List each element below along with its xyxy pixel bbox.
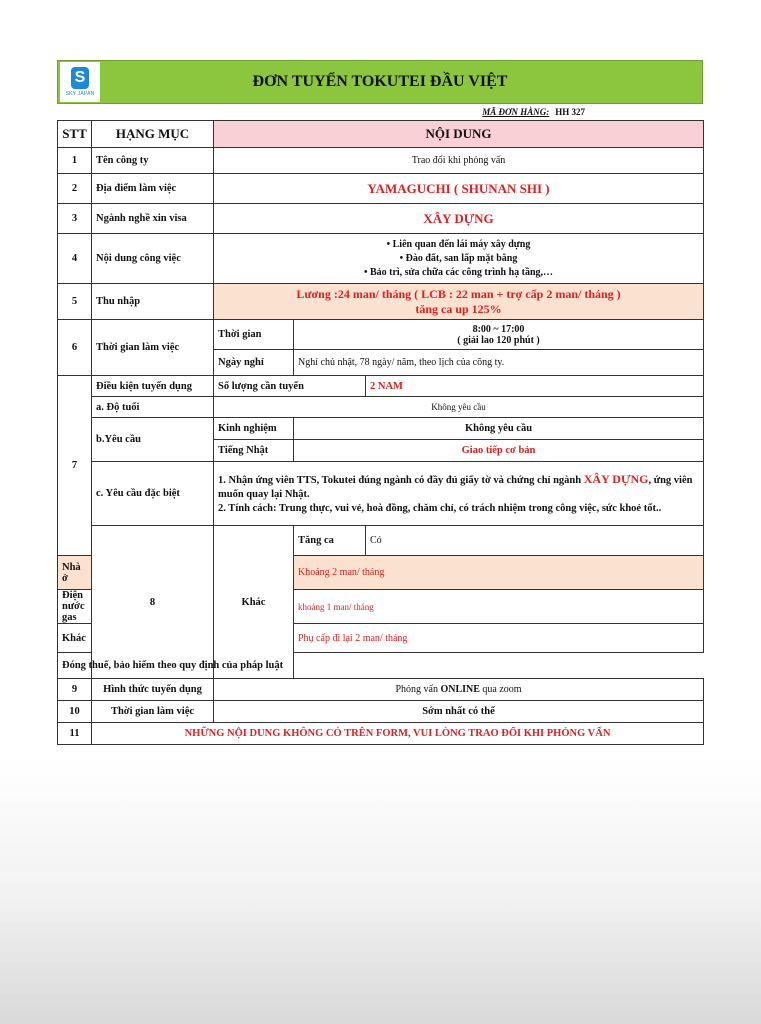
special-text: , ứng viên muốn quay lại Nhật. (218, 474, 693, 500)
sub-label-overtime: Tăng ca (294, 526, 366, 556)
form-title: ĐƠN TUYỂN TOKUTEI ĐẦU VIỆT (252, 73, 508, 90)
row-number: 11 (58, 723, 92, 745)
row-label-income: Thu nhập (92, 284, 214, 320)
table-row (58, 148, 704, 174)
row-label-job-content: Nội dung công việc (92, 234, 214, 284)
row-value-company: Trao đổi khi phỏng vấn (214, 148, 704, 174)
sub-label-experience: Kinh nghiệm (214, 418, 294, 440)
form-header (57, 60, 703, 104)
sub-value-quantity: 2 NAM (366, 376, 704, 397)
sub-label-other: Khác (58, 624, 92, 653)
table-row (58, 418, 704, 440)
row-label-other: Khác (214, 526, 294, 679)
sub-label-time: Thời gian (214, 320, 294, 350)
job-bullet: • Liên quan đến lái máy xây dựng (386, 238, 531, 250)
table-row (58, 723, 704, 745)
row-label-requirements: b.Yêu cầu (92, 418, 214, 462)
sub-label-housing: Nhà ở (58, 556, 92, 590)
row-label-location: Địa điểm làm việc (92, 174, 214, 204)
special-text: 1. Nhận ứng viên TTS, Tokutei đúng ngành có đầy đủ giấy tờ và chứng chỉ ngành (218, 474, 584, 486)
table-row (58, 397, 704, 418)
special-field-highlight: XÂY DỰNG (583, 471, 649, 486)
job-details-table (57, 120, 704, 745)
sub-value-housing: Khoảng 2 man/ tháng (294, 556, 704, 590)
recruitment-form (57, 60, 703, 745)
footer-note: NHỮNG NỘI DUNG KHÔNG CÓ TRÊN FORM, VUI LÒNG TRAO ĐỔI KHI PHỎNG VẤN (92, 723, 704, 745)
job-bullet: • Đào đất, san lấp mặt bằng (399, 252, 518, 264)
row-value-recruit-form (214, 679, 704, 701)
row-label-recruit-form: Hình thức tuyển dụng (92, 679, 214, 701)
sub-value-japanese: Giao tiếp cơ bản (294, 440, 704, 462)
table-row (58, 701, 704, 723)
table-row (58, 462, 704, 526)
row-label-working-time: Thời gian làm việc (92, 320, 214, 376)
row-label-start-time: Thời gian làm việc (92, 701, 214, 723)
order-code-value: HH 327 (555, 107, 585, 117)
interview-text: qua zoom (479, 684, 522, 695)
table-row (58, 174, 704, 204)
row-number: 5 (58, 284, 92, 320)
order-code-line (57, 104, 703, 120)
row-number: 3 (58, 204, 92, 234)
row-number: 4 (58, 234, 92, 284)
sub-label-days-off: Ngày nghỉ (214, 350, 294, 376)
table-row (58, 526, 704, 556)
interview-text: Phỏng vấn (395, 684, 441, 695)
table-row (58, 204, 704, 234)
sub-label-utilities: Điện nước gas (58, 590, 92, 624)
job-bullet: • Bảo trì, sửa chữa các công trình hạ tầng,… (363, 266, 554, 278)
table-row (58, 653, 704, 679)
income-line: Lương :24 man/ tháng ( LCB : 22 man + trợ cấp 2 man/ tháng ) (296, 286, 621, 301)
sub-value-experience: Không yêu cầu (294, 418, 704, 440)
sub-value-other: Phụ cấp đi lại 2 man/ tháng (294, 624, 704, 653)
row-number: 9 (58, 679, 92, 701)
break-time: ( giải lao 120 phút ) (457, 334, 540, 346)
table-row (58, 376, 704, 397)
tax-insurance-note: Đóng thuế, bảo hiểm theo quy định của pháp luật (58, 653, 294, 679)
col-header-stt: STT (58, 121, 92, 148)
row-number: 2 (58, 174, 92, 204)
overtime-rate-line: tăng ca up 125% (415, 301, 502, 316)
working-hours: 8:00 ~ 17:00 (472, 323, 525, 335)
col-header-item: HẠNG MỤC (92, 121, 214, 148)
col-header-content: NỘI DUNG (214, 121, 704, 148)
row-value-visa-field: XÂY DỰNG (214, 204, 704, 234)
special-requirement-2: 2. Tính cách: Trung thực, vui vẻ, hoà đồng, chăm chỉ, có trách nhiệm trong công việc, sức khoẻ tốt.. (218, 502, 662, 514)
row-value-income (214, 284, 704, 320)
row-label-age: a. Độ tuổi (92, 397, 214, 418)
table-row (58, 320, 704, 350)
table-row (58, 284, 704, 320)
order-code-label: MÃ ĐƠN HÀNG: (482, 107, 550, 117)
row-number: 8 (92, 526, 214, 679)
row-number: 6 (58, 320, 92, 376)
sub-value-overtime: Có (366, 526, 704, 556)
row-label-special: c. Yêu cầu đặc biệt (92, 462, 214, 526)
row-number: 10 (58, 701, 92, 723)
table-header-row (58, 121, 704, 148)
row-number: 7 (58, 376, 92, 556)
special-requirement-1 (218, 472, 699, 502)
row-label-company: Tên công ty (92, 148, 214, 174)
logo-mark: S (71, 67, 89, 89)
row-value-age: Không yêu cầu (214, 397, 704, 418)
sub-label-japanese: Tiếng Nhật (214, 440, 294, 462)
table-row (58, 234, 704, 284)
sky-japan-logo (60, 62, 100, 102)
row-number: 1 (58, 148, 92, 174)
row-label-conditions: Điều kiện tuyển dụng (92, 376, 214, 397)
row-value-special (214, 462, 704, 526)
sub-label-quantity: Số lượng cần tuyển (214, 376, 366, 397)
row-value-job-content (214, 234, 704, 284)
row-value-start-time: Sớm nhất có thể (214, 701, 704, 723)
logo-text: SKY JAPAN (65, 91, 95, 97)
row-value-location: YAMAGUCHI ( SHUNAN SHI ) (214, 174, 704, 204)
table-row (58, 679, 704, 701)
sub-value-time (294, 320, 704, 350)
interview-online: ONLINE (440, 684, 480, 695)
sub-value-utilities: khoảng 1 man/ tháng (294, 590, 704, 624)
sub-value-days-off: Nghỉ chủ nhật, 78 ngày/ năm, theo lịch của công ty. (294, 350, 704, 376)
row-label-visa-field: Ngành nghề xin visa (92, 204, 214, 234)
